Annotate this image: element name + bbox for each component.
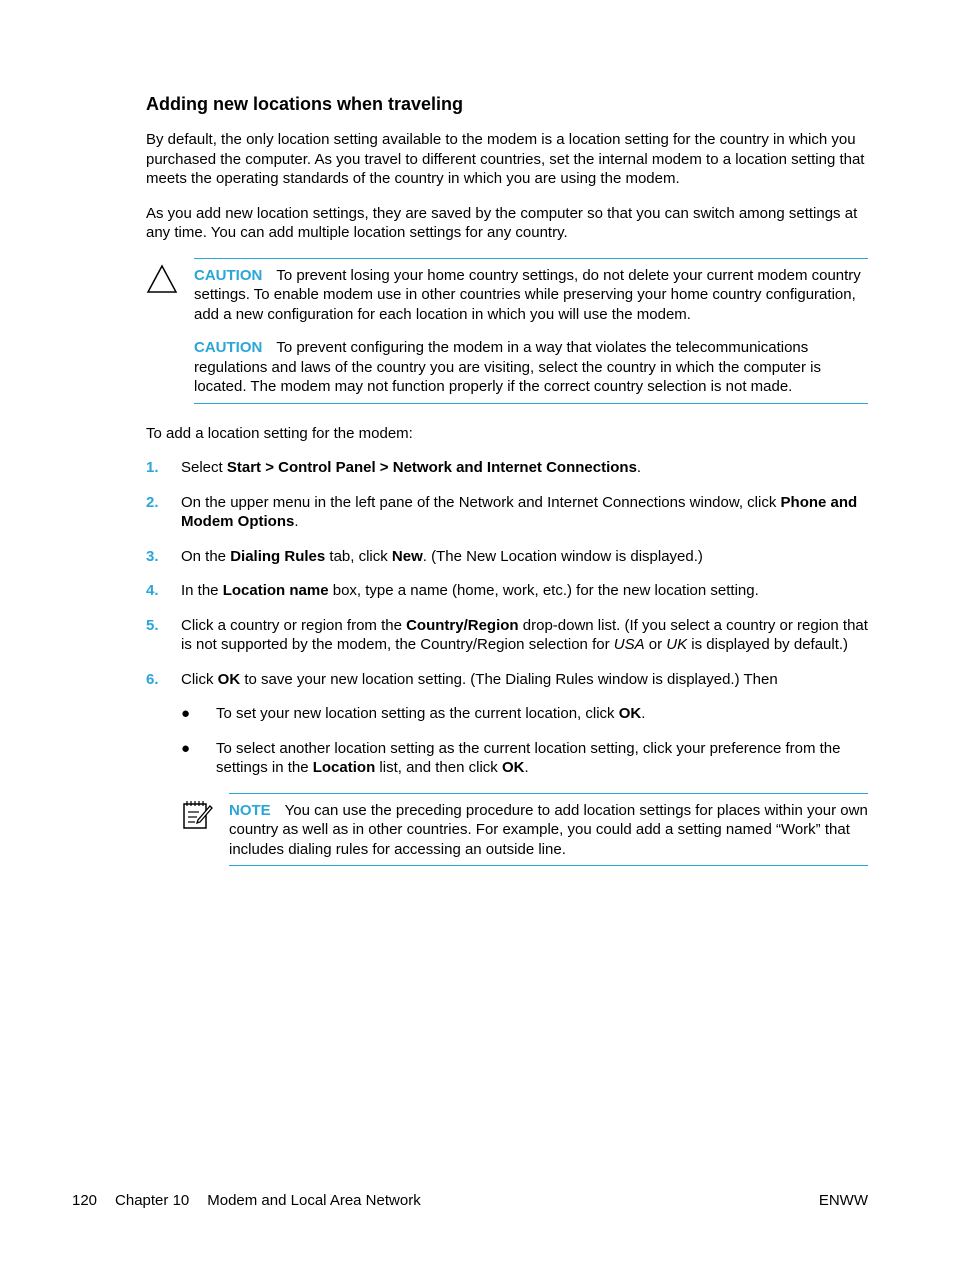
step-text: In the: [181, 582, 223, 599]
step-3: [146, 547, 868, 567]
bullet-emphasis: OK: [501, 759, 525, 776]
page-footer: [72, 1191, 868, 1211]
chapter-title: Modem and Local Area Network: [207, 1192, 421, 1209]
caution-label: CAUTION: [194, 266, 263, 284]
step-emphasis: Location name: [222, 582, 329, 599]
steps-intro: To add a location setting for the modem:: [146, 424, 413, 442]
step-emphasis: Country/Region: [406, 616, 519, 634]
step-number: 3.: [146, 547, 159, 565]
note-text: You can use the preceding procedure to add location settings for places within your own country as well as in other countries. For example, you could add a setting named “Work” that includes dialing rules for accessing an outside line.: [229, 801, 868, 858]
note-label: NOTE: [229, 801, 271, 819]
step-number: 4.: [146, 582, 159, 599]
step-number: 1.: [146, 459, 159, 476]
step-italic: USA: [613, 636, 645, 653]
bullet-item-2: [181, 739, 868, 778]
chapter-label: Chapter 10: [115, 1192, 190, 1209]
step-text: On the upper menu in the left pane of the Network and Internet Connections window, click: [181, 493, 781, 511]
footer-left: [72, 1191, 868, 1211]
bullet-text: list, and then click: [375, 759, 502, 776]
step-emphasis: New: [391, 547, 423, 565]
bullet-text: .: [641, 705, 646, 722]
bullet-item-1: [181, 704, 868, 724]
step-text: tab, click: [325, 547, 392, 565]
bullet-emphasis: OK: [618, 705, 642, 722]
step-text: . (The New Location window is displayed.): [422, 547, 703, 565]
warning-triangle-icon: [146, 263, 178, 295]
bullet-icon: ●: [181, 705, 191, 722]
caution-label: CAUTION: [194, 339, 263, 356]
caution-callout: [194, 258, 868, 404]
note-callout: [229, 793, 868, 867]
step-6: [146, 670, 868, 867]
step-emphasis: Start > Control Panel > Network and Internet Connections: [226, 459, 637, 476]
section-heading: Adding new locations when traveling: [146, 94, 464, 114]
step-text: Click: [181, 670, 218, 688]
notepad-icon: [181, 798, 213, 830]
step-2: [146, 493, 868, 532]
step-emphasis: OK: [217, 670, 241, 688]
step-number: 6.: [146, 670, 159, 688]
step-text: is displayed by default.): [687, 636, 849, 653]
bullet-text: To set your new location setting as the current location, click: [216, 705, 619, 722]
bullet-text: .: [524, 759, 529, 776]
step-text: .: [294, 513, 299, 530]
step-text: box, type a name (home, work, etc.) for the new location setting.: [328, 582, 759, 599]
note-paragraph: [229, 801, 868, 860]
page-content: [146, 92, 868, 886]
step-italic: UK: [666, 636, 688, 653]
bullet-emphasis: Location: [312, 759, 376, 776]
caution-1-text: To prevent losing your home country settings, do not delete your current modem country settings. To enable modem use in other countries while preserving your home country configuration, add a new configuration for each location in which you will use the modem.: [194, 266, 861, 323]
step-number: 2.: [146, 493, 159, 511]
footer-right: ENWW: [818, 1192, 868, 1209]
step-text: to save your new location setting. (The Dialing Rules window is displayed.) Then: [240, 670, 778, 688]
step-text: or: [644, 636, 667, 653]
step-emphasis: Phone and Modem Options: [181, 493, 858, 530]
paragraph-default-location: By default, the only location setting available to the modem is a location setting for the country in which you purchased the computer. As you travel to different countries, set the internal modem to a location setting that meets the operating standards of the country in which you are using the modem.: [146, 131, 865, 187]
page-number: 120: [72, 1192, 98, 1209]
bullet-text: To select another location setting as the current location setting, click your preference from the settings in the: [216, 739, 841, 776]
steps-list: [146, 458, 868, 866]
step-text: Click a country or region from the: [181, 616, 407, 634]
step-emphasis: Dialing Rules: [230, 547, 326, 565]
step-1: [146, 458, 868, 478]
bullet-icon: ●: [181, 739, 191, 757]
step-4: [146, 581, 868, 601]
paragraph-add-settings: As you add new location settings, they are saved by the computer so that you can switch among settings at any time. You can add multiple location settings for any country.: [146, 204, 858, 241]
step-text: Select: [181, 459, 227, 476]
caution-1: [194, 266, 868, 325]
caution-2-text: To prevent configuring the modem in a way that violates the telecommunications regulations and laws of the country you are visiting, select the country in which the computer is located. The modem may not function properly if the correct country selection is not made.: [194, 339, 821, 395]
caution-2: [194, 338, 868, 397]
bullet-list: [181, 704, 868, 778]
step-text: .: [636, 459, 642, 476]
step-number: 5.: [146, 616, 159, 634]
step-text: On the: [181, 547, 231, 565]
step-5: [146, 616, 868, 655]
step-text: drop-down list. (If you select a country or region that is not supported by the modem, the Country/Region selection for: [181, 616, 868, 653]
